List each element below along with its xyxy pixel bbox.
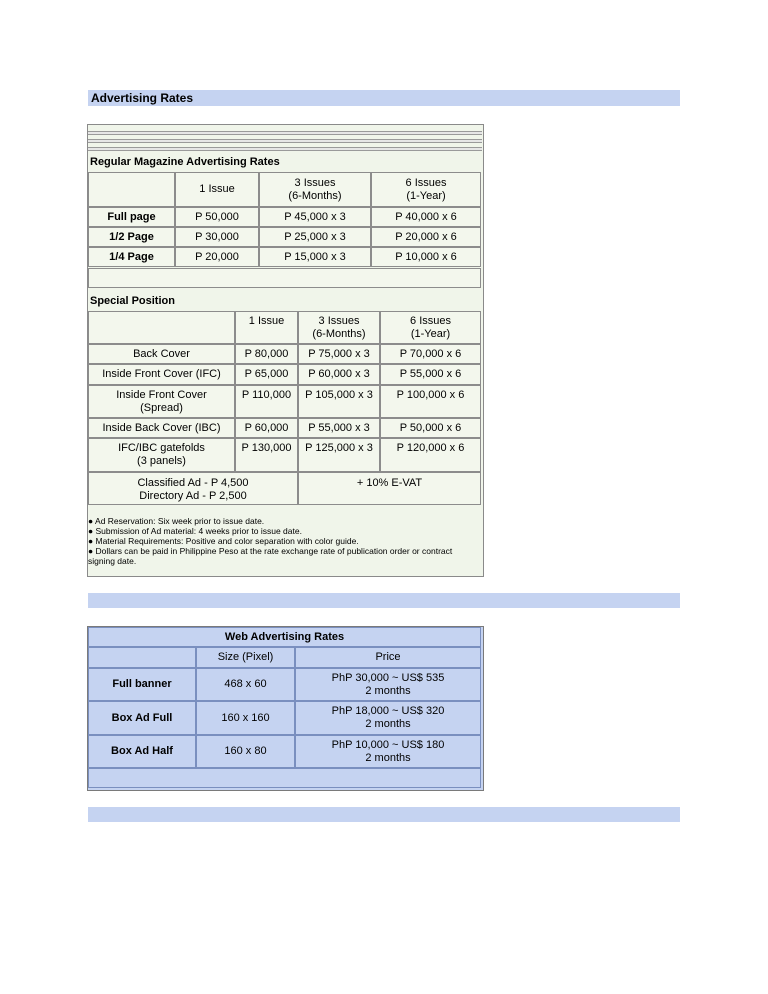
table-cell: P 55,000 x 6 (380, 364, 481, 385)
row-label: Inside Front Cover (IFC) (88, 364, 235, 385)
table-corner-cell (88, 647, 196, 668)
page-title: Advertising Rates (91, 91, 194, 105)
note-item: ● Ad Reservation: Six week prior to issue date. (88, 516, 265, 526)
divider-stripe (88, 139, 482, 143)
table-cell: P 20,000 (175, 247, 259, 267)
row-label: 1/4 Page (88, 247, 175, 267)
note-item: ● Dollars can be paid in Philippine Peso at the rate exchange rate of publication order or contract signing date. (88, 546, 453, 566)
table-cell: P 55,000 x 3 (298, 418, 380, 438)
note-item: ● Submission of Ad material: 4 weeks prior to issue date. (88, 526, 302, 536)
table-cell: P 130,000 (235, 438, 298, 472)
table-cell: P 70,000 x 6 (380, 344, 481, 364)
table-cell: P 125,000 x 3 (298, 438, 380, 472)
row-label: IFC/IBC gatefolds (3 panels) (88, 438, 235, 472)
row-label: Back Cover (88, 344, 235, 364)
header-3-issues: 3 Issues (6-Months) (259, 172, 371, 207)
header-1-issue: 1 Issue (175, 172, 259, 207)
table-cell: P 105,000 x 3 (298, 385, 380, 418)
table-cell: P 120,000 x 6 (380, 438, 481, 472)
table-cell: P 80,000 (235, 344, 298, 364)
row-label: Inside Back Cover (IBC) (88, 418, 235, 438)
table-cell: P 25,000 x 3 (259, 227, 371, 247)
table-cell: P 60,000 x 3 (298, 364, 380, 385)
header-price: Price (295, 647, 481, 668)
table-cell: PhP 18,000 ~ US$ 320 2 months (295, 701, 481, 735)
header-size: Size (Pixel) (196, 647, 295, 668)
classified-directory-cell: Classified Ad - P 4,500 Directory Ad - P 2,500 (88, 472, 298, 505)
table-cell: P 40,000 x 6 (371, 207, 481, 227)
notes-list (88, 516, 480, 566)
note-item: ● Material Requirements: Positive and color separation with color guide. (88, 536, 359, 546)
section-divider-bar (88, 593, 680, 608)
table-cell: P 30,000 (175, 227, 259, 247)
table-cell: P 50,000 (175, 207, 259, 227)
table-cell: 468 x 60 (196, 668, 295, 701)
section-divider-bar (88, 807, 680, 822)
table-cell: P 110,000 (235, 385, 298, 418)
table-cell: P 15,000 x 3 (259, 247, 371, 267)
table-cell: 160 x 160 (196, 701, 295, 735)
header-1-issue: 1 Issue (235, 311, 298, 344)
table-corner-cell (88, 172, 175, 207)
row-label: Inside Front Cover (Spread) (88, 385, 235, 418)
divider-stripe (88, 131, 482, 135)
row-label: Box Ad Half (88, 735, 196, 768)
row-label: Full page (88, 207, 175, 227)
row-label: Full banner (88, 668, 196, 701)
table-cell: P 50,000 x 6 (380, 418, 481, 438)
table-cell: P 45,000 x 3 (259, 207, 371, 227)
table-cell: P 75,000 x 3 (298, 344, 380, 364)
empty-row (88, 768, 481, 788)
table-cell: P 20,000 x 6 (371, 227, 481, 247)
row-label: Box Ad Full (88, 701, 196, 735)
row-label: 1/2 Page (88, 227, 175, 247)
table-cell: P 10,000 x 6 (371, 247, 481, 267)
empty-row (88, 268, 481, 288)
page-title-bar (88, 90, 680, 106)
special-position-title: Special Position (90, 295, 175, 307)
divider-stripe (88, 147, 482, 151)
table-cell: P 65,000 (235, 364, 298, 385)
regular-rates-title: Regular Magazine Advertising Rates (90, 156, 280, 168)
vat-cell: + 10% E-VAT (298, 472, 481, 505)
table-cell: PhP 10,000 ~ US$ 180 2 months (295, 735, 481, 768)
table-cell: P 60,000 (235, 418, 298, 438)
table-corner-cell (88, 311, 235, 344)
table-cell: 160 x 80 (196, 735, 295, 768)
header-3-issues: 3 Issues (6-Months) (298, 311, 380, 344)
table-cell: PhP 30,000 ~ US$ 535 2 months (295, 668, 481, 701)
header-6-issues: 6 Issues (1-Year) (380, 311, 481, 344)
web-rates-title: Web Advertising Rates (88, 627, 481, 647)
table-cell: P 100,000 x 6 (380, 385, 481, 418)
header-6-issues: 6 Issues (1-Year) (371, 172, 481, 207)
